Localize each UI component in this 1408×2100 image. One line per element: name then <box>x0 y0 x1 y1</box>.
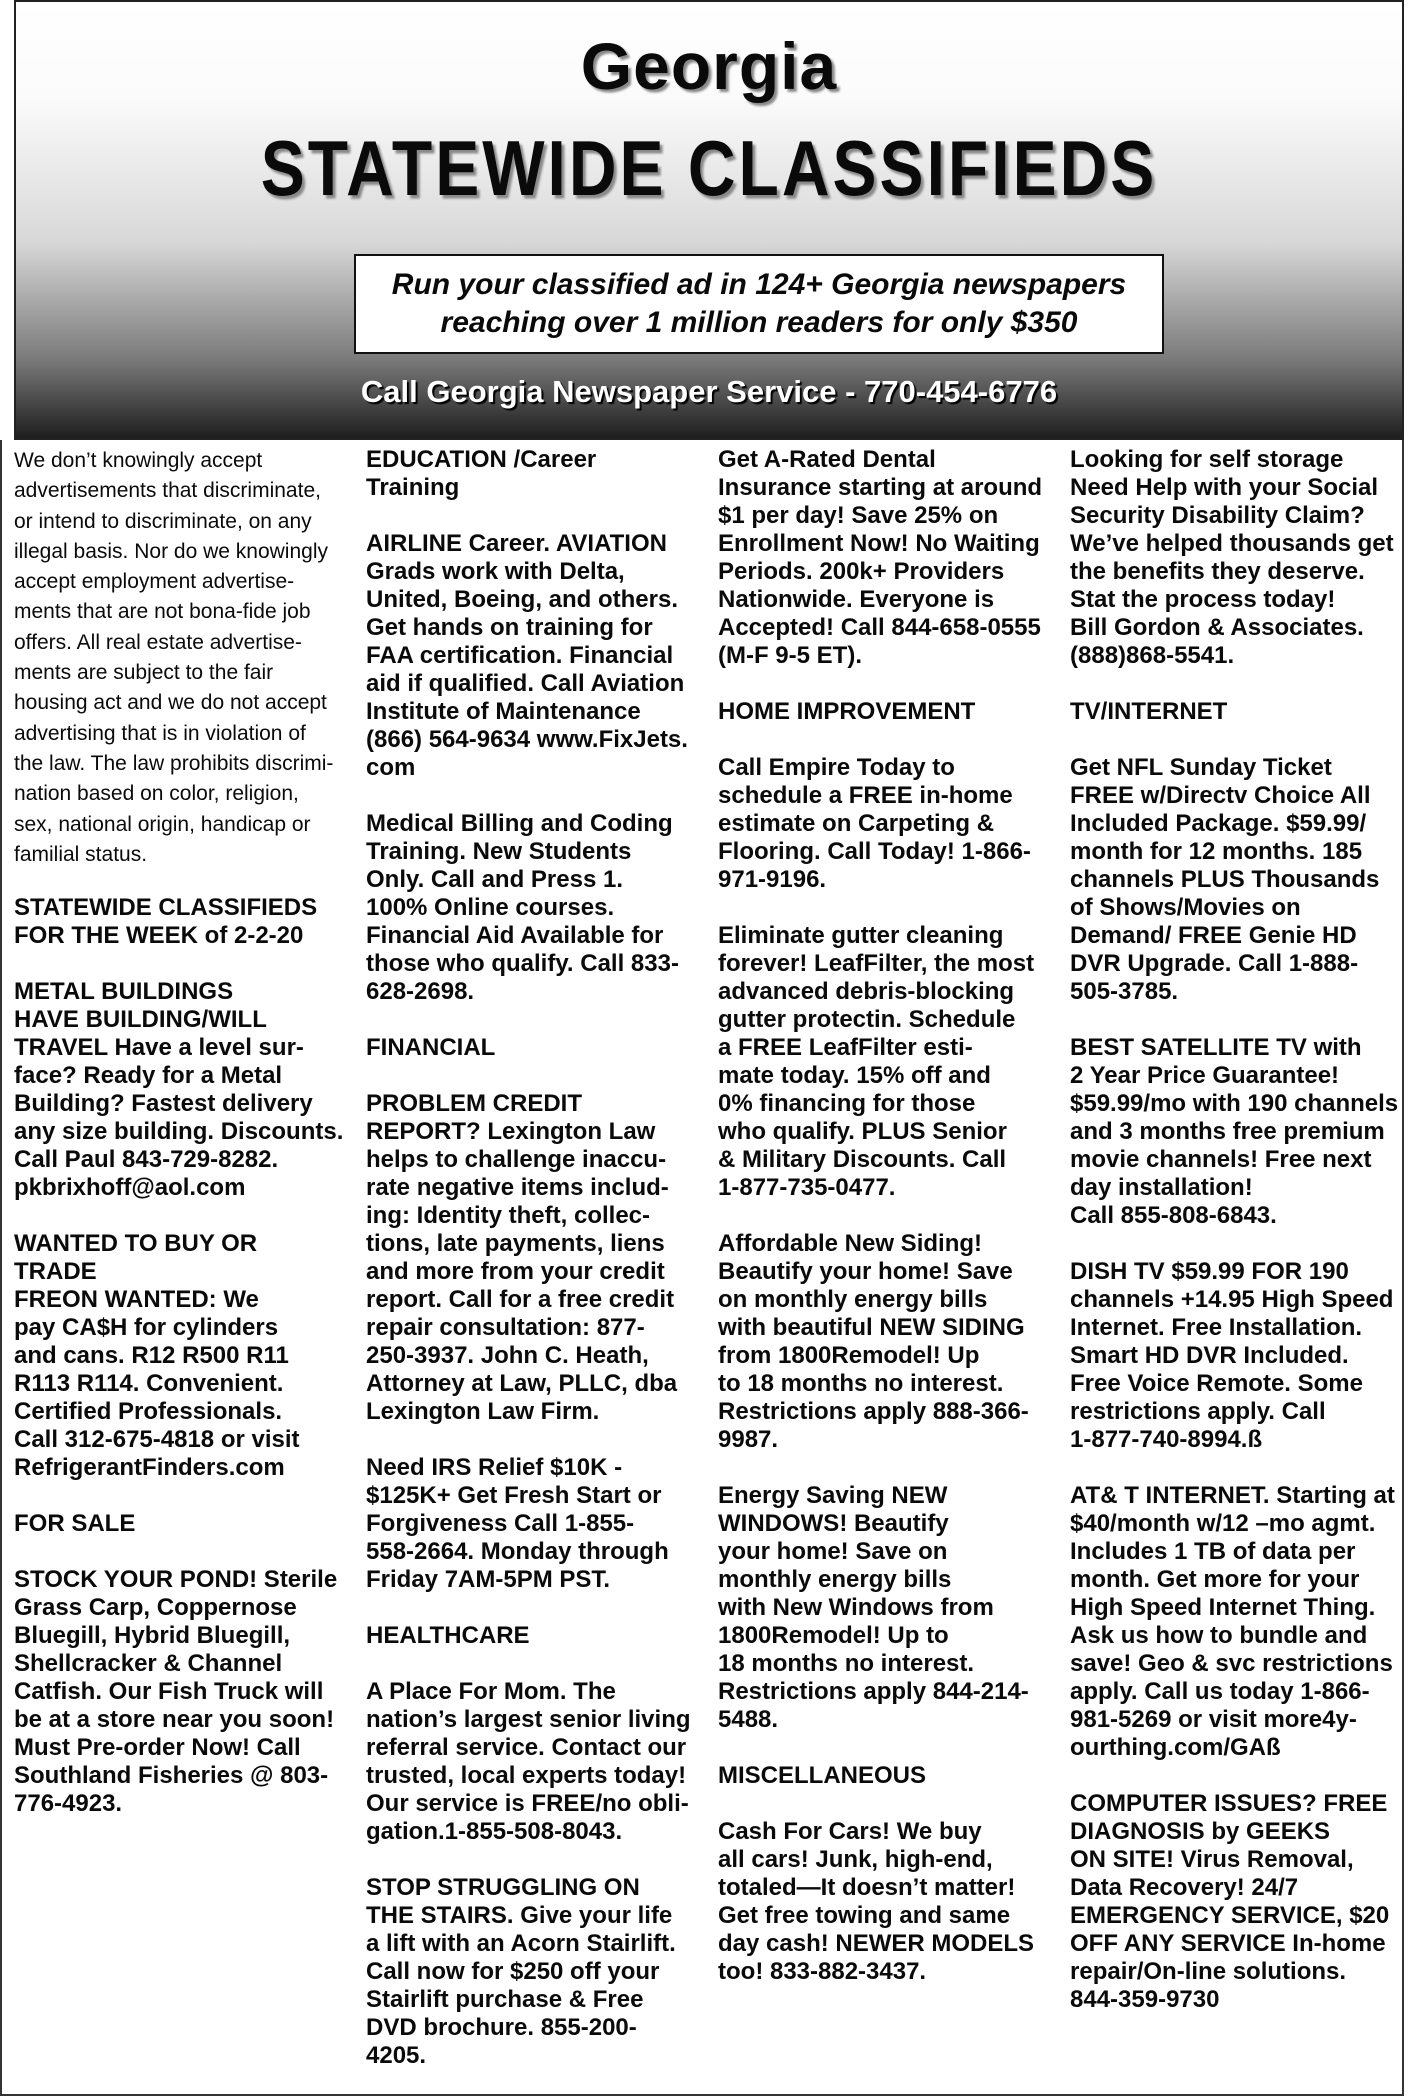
masthead <box>14 0 1404 440</box>
masthead-state: Georgia <box>580 29 838 103</box>
ad-freon-wanted: WANTED TO BUY OR TRADE FREON WANTED: We pay CA$H for cylinders and cans. R12 R500 R11 R113 R114. Convenient. Certified Professionals. Call 312-675-4818 or visit RefrigerantFinders.com <box>14 1230 300 1482</box>
section-heading-financial: FINANCIAL <box>366 1034 496 1061</box>
ad-airline-career: AIRLINE Career. AVIATION Grads work with Delta, United, Boeing, and others. Get hands on training for FAA certification. Financial aid if qualified. Call Aviation Institute of Maintenance (866) 564-9634 www.FixJets. com <box>366 530 688 781</box>
call-line: Call Georgia Newspaper Service - 770-454-6776 <box>360 374 1058 409</box>
ad-att-internet: AT& T INTERNET. Starting at $40/month w/12 –mo agmt. Includes 1 TB of data per month. Get more for your High Speed Internet Thing. Ask us how to bundle and save! Geo & svc restrictions apply. Call us today 1-866- 981-5269 or visit more4y- ourthing.com/GAß <box>1070 1482 1395 1761</box>
ad-siding: Affordable New Siding! Beautify your home! Save on monthly energy bills with beautiful NEW SIDING from 1800Remodel! Up to 18 months no interest. Restrictions apply 888-366- 9987. <box>718 1230 1029 1453</box>
ad-empire-today: Call Empire Today to schedule a FREE in-home estimate on Carpeting & Flooring. Call Today! 1-866- 971-9196. <box>718 754 1031 893</box>
ad-irs-relief: Need IRS Relief $10K - $125K+ Get Fresh Start or Forgiveness Call 1-855- 558-2664. Monday through Friday 7AM-5PM PST. <box>366 1454 669 1593</box>
section-heading-tv-internet: TV/INTERNET <box>1070 698 1228 725</box>
promo-line-1: Run your classified ad in 124+ Georgia newspapers <box>391 268 1127 301</box>
section-heading-for-sale: FOR SALE <box>14 1510 136 1538</box>
ad-stairlift: STOP STRUGGLING ON THE STAIRS. Give your life a lift with an Acorn Stairlift. Call now for $250 off your Stairlift purchase & Free DVD brochure. 855-200- 4205. <box>366 1874 676 2069</box>
ad-satellite-tv: BEST SATELLITE TV with 2 Year Price Guarantee! $59.99/mo with 190 channels and 3 months free premium movie channels! Free next day installation! Call 855-808-6843. <box>1070 1034 1399 1229</box>
ad-leaffilter: Eliminate gutter cleaning forever! LeafFilter, the most advanced debris-blocking gutter protectin. Schedule a FREE LeafFilter esti- mate today. 15% off and 0% financing for those who qualify. PLUS Senior & Military Discounts. Call 1-877-735-0477. <box>718 922 1035 1201</box>
section-heading-miscellaneous: MISCELLANEOUS <box>718 1762 927 1789</box>
section-heading-healthcare: HEALTHCARE <box>366 1622 530 1649</box>
section-heading-education: EDUCATION /Career Training <box>366 446 597 501</box>
ad-dish-tv: DISH TV $59.99 FOR 190 channels +14.95 High Speed Internet. Free Installation. Smart HD DVR Included. Free Voice Remote. Some restrictions apply. Call 1-877-740-8994.ß <box>1070 1258 1394 1453</box>
column-2 <box>366 446 696 2098</box>
ad-nfl-ticket: Get NFL Sunday Ticket FREE w/Directv Choice All Included Package. $59.99/ month for 12 months. 185 channels PLUS Thousands of Shows/Movies on Demand/ FREE Genie HD DVR Upgrade. Call 1-888- 505-3785. <box>1070 754 1380 1005</box>
column-1 <box>14 446 344 1846</box>
ad-dental: Get A-Rated Dental Insurance starting at around $1 per day! Save 25% on Enrollment Now! No Waiting Periods. 200k+ Providers Nationwide. Everyone is Accepted! Call 844-658-0555 (M-F 9-5 ET). <box>718 446 1043 669</box>
week-heading: STATEWIDE CLASSIFIEDS FOR THE WEEK of 2-2-20 <box>14 894 318 950</box>
ad-metal-buildings: METAL BUILDINGS HAVE BUILDING/WILL TRAVEL Have a level sur- face? Ready for a Metal Building? Fastest delivery any size building. Discounts. Call Paul 843-729-8282. pkbrixhoff@aol.com <box>14 978 344 1202</box>
section-heading-home-improvement: HOME IMPROVEMENT <box>718 698 976 725</box>
ad-credit-report: PROBLEM CREDIT REPORT? Lexington Law helps to challenge inaccu- rate negative items includ- ing: Identity theft, collec- tions, late payments, liens and more from your credit report. Call for a free credit repair consultation: 877- 250-3937. John C. Heath, Attorney at Law, PLLC, dba Lexington Law Firm. <box>366 1090 678 1425</box>
masthead-title: STATEWIDE CLASSIFIEDS <box>260 124 1158 212</box>
discrimination-notice: We don’t knowingly accept advertisements that discriminate, or intend to discriminate, on any illegal basis. Nor do we knowingly accept employment advertise- ments that are not bona-fide job offers. All real estate advertise- ments are subject to the fair housing act and we do not accept advertising that is in violation of the law. The law prohibits discrimi- nation based on color, religion, sex, national origin, handicap or familial status. <box>14 449 334 866</box>
ad-windows: Energy Saving NEW WINDOWS! Beautify your home! Save on monthly energy bills with New Windows from 1800Remodel! Up to 18 months no interest. Restrictions apply 844-214- 5488. <box>718 1482 1029 1733</box>
ad-place-for-mom: A Place For Mom. The nation’s largest senior living referral service. Contact our trusted, local experts today! Our service is FREE/no obli- gation.1-855-508-8043. <box>366 1678 691 1845</box>
ad-medical-billing: Medical Billing and Coding Training. New Students Only. Call and Press 1. 100% Online courses. Financial Aid Available for those who qualify. Call 833- 628-2698. <box>366 810 679 1005</box>
ad-stock-pond: STOCK YOUR POND! Sterile Grass Carp, Coppernose Bluegill, Hybrid Bluegill, Shellcracker & Channel Catfish. Our Fish Truck will be at a store near you soon! Must Pre-order Now! Call Southland Fisheries @ 803- 776-4923. <box>14 1566 338 1818</box>
column-3 <box>718 446 1048 2014</box>
ad-computer-issues: COMPUTER ISSUES? FREE DIAGNOSIS by GEEKS ON SITE! Virus Removal, Data Recovery! 24/7 EMERGENCY SERVICE, $20 OFF ANY SERVICE In-home repair/On-line solutions. 844-359-9730 <box>1070 1790 1390 2013</box>
classifieds-body <box>0 440 1404 2096</box>
promo-line-2: reaching over 1 million readers for only $350 <box>440 306 1078 339</box>
promo-box <box>354 254 1164 354</box>
ad-cash-for-cars: Cash For Cars! We buy all cars! Junk, high-end, totaled—It doesn’t matter! Get free towing and same day cash! NEWER MODELS too! 833-882-3437. <box>718 1818 1035 1985</box>
column-4 <box>1070 446 1400 2042</box>
ad-disability-claim: Looking for self storage Need Help with your Social Security Disability Claim? We’ve helped thousands get the benefits they deserve. Stat the process today! Bill Gordon & Associates. (888)868-5541. <box>1070 446 1394 669</box>
